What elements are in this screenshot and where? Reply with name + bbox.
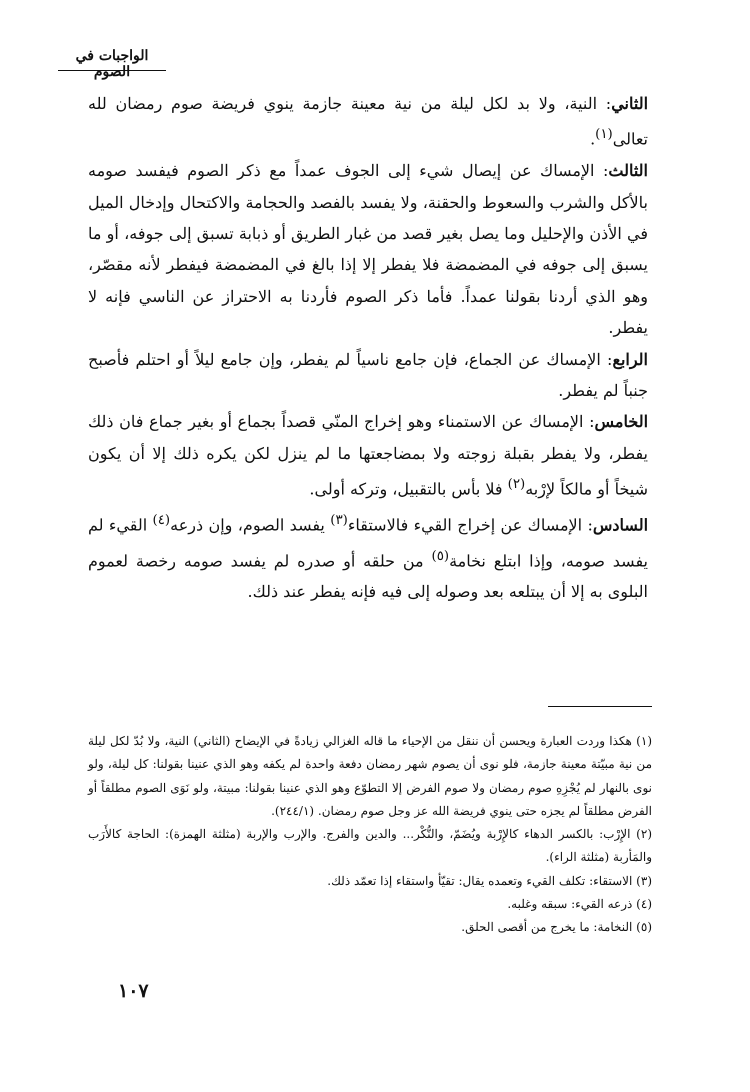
paragraph-label: السادس xyxy=(592,515,649,535)
paragraph-text: : الإمساك عن الاستمناء وهو إخراج المنّي قصداً بجماع أو بغير جماع فان ذلك يفطر، ولا يفطر بقبلة زوجته ولا بمضاجعتها ما لم ينزل لكن يكره ذلك إلا أن يكون شيخاً أو مالكاً لإرْبه xyxy=(88,412,648,499)
paragraph-label: الرابع xyxy=(612,349,648,369)
paragraph-5th xyxy=(88,406,648,505)
paragraph-text: : الإمساك عن إخراج القيء فالاستقاء xyxy=(347,515,593,535)
paragraph-label: الخامس xyxy=(594,412,649,432)
paragraph-end: . xyxy=(590,129,596,149)
footnotes xyxy=(88,730,652,940)
paragraph-3rd xyxy=(88,155,648,343)
paragraph-label: الثالث xyxy=(608,161,648,181)
paragraph-label: الثاني xyxy=(611,94,649,113)
footnote-ref-2: (٢) xyxy=(507,477,526,493)
paragraph-text: : الإمساك عن الجماع، فإن جامع ناسياً لم يفطر، وإن جامع ليلاً أو احتلم فأصبح جنباً لم يفطر. xyxy=(88,349,648,400)
paragraph-4th xyxy=(88,344,648,407)
footnote-3: (٣) الاستقاء: تكلف القيء وتعمده يقال: تقيّأ واستقاء إذا تعمّد ذلك. xyxy=(327,873,652,888)
header-rule xyxy=(58,70,166,71)
footnote-ref-4: (٤) xyxy=(152,512,171,528)
footnote-2: (٢) الإِرْب: بالكسر الدهاء كالإِرْبة ويُضَمّ، والنُّكْر... والدين والفرج. والإرب والإربة (مثلثة الهمزة): الحاجة كالأَرَب والمَأربة (مثلثة الراء). xyxy=(88,827,653,865)
footnote-1: (١) هكذا وردت العبارة ويحسن أن ننقل من الإحياء ما قاله الغزالي زيادةً في الإيضاح (الثاني) النية، ولا بُدّ لكل ليلة من نية مبيّتة معينة جازمة، فلو نوى أن يصوم شهر رمضان دفعة واحدة لم يكفه وهو الذي عنينا بقولنا: كل ليلة، ولو نوى بالنهار لم يُجْزِهِ صوم رمضان ولا صوم الفرض إلا التطوّع وهو الذي عنينا بقولنا: مبيتة، ولو نَوَى الصوم مطلقاً أو الفرض مطلقاً لم يجزه حتى ينوي فريضة الله عز وجل صوم رمضان. (٢٤٤/١). xyxy=(88,734,652,818)
footnote-ref-1: (١) xyxy=(595,127,613,143)
page-number: ١٠٧ xyxy=(118,980,149,1002)
main-text xyxy=(88,88,648,608)
paragraph-2nd xyxy=(88,88,648,155)
paragraph-text: : النية، ولا بد لكل ليلة من نية معينة جازمة ينوي فريضة صوم رمضان لله تعالى xyxy=(88,94,648,149)
paragraph-6th xyxy=(88,505,648,608)
footnote-ref-3: (٣) xyxy=(330,512,348,528)
footnote-ref-5: (٥) xyxy=(431,548,450,564)
paragraph-text: القيء لم يفسد صومه، وإذا ابتلع نخامة xyxy=(88,515,649,570)
paragraph-text: يفسد الصوم، وإن ذرعه xyxy=(170,515,331,535)
footnote-rule xyxy=(548,706,652,707)
paragraph-text: من حلقه أو صدره لم يفسد صومه رخصة لعموم البلوى به إلا أن يبتلعه بعد وصوله إلى فيه فإنه يفطر عند ذلك. xyxy=(88,551,648,602)
paragraph-text: : الإمساك عن إيصال شيء إلى الجوف عمداً مع ذكر الصوم فيفسد صومه بالأكل والشرب والسعوط والحقنة، ولا يفسد بالفصد والحجامة والاكتحال وإدخال الميل في الأذن والإحليل وما يصل بغير قصد من غبار الطريق أو ذبابة تسبق إلى جوفه، أو ما يسبق إلى جوفه في المضمضة فلا يفطر إلا إذا بالغ في المضمضة فيفطر لأنه مقصّر، وهو الذي أردنا بقولنا عمداً. فأما ذكر الصوم فأردنا به الاحتراز عن الناسي فإنه لا يفطر. xyxy=(88,161,649,338)
paragraph-text: فلا بأس بالتقبيل، وتركه أولى. xyxy=(309,479,508,499)
running-header: الواجبات في الصوم xyxy=(75,48,149,80)
footnote-5: (٥) النخامة: ما يخرج من أقصى الحلق. xyxy=(461,920,652,935)
footnote-4: (٤) ذرعه القيء: سبقه وغلبه. xyxy=(507,897,652,912)
